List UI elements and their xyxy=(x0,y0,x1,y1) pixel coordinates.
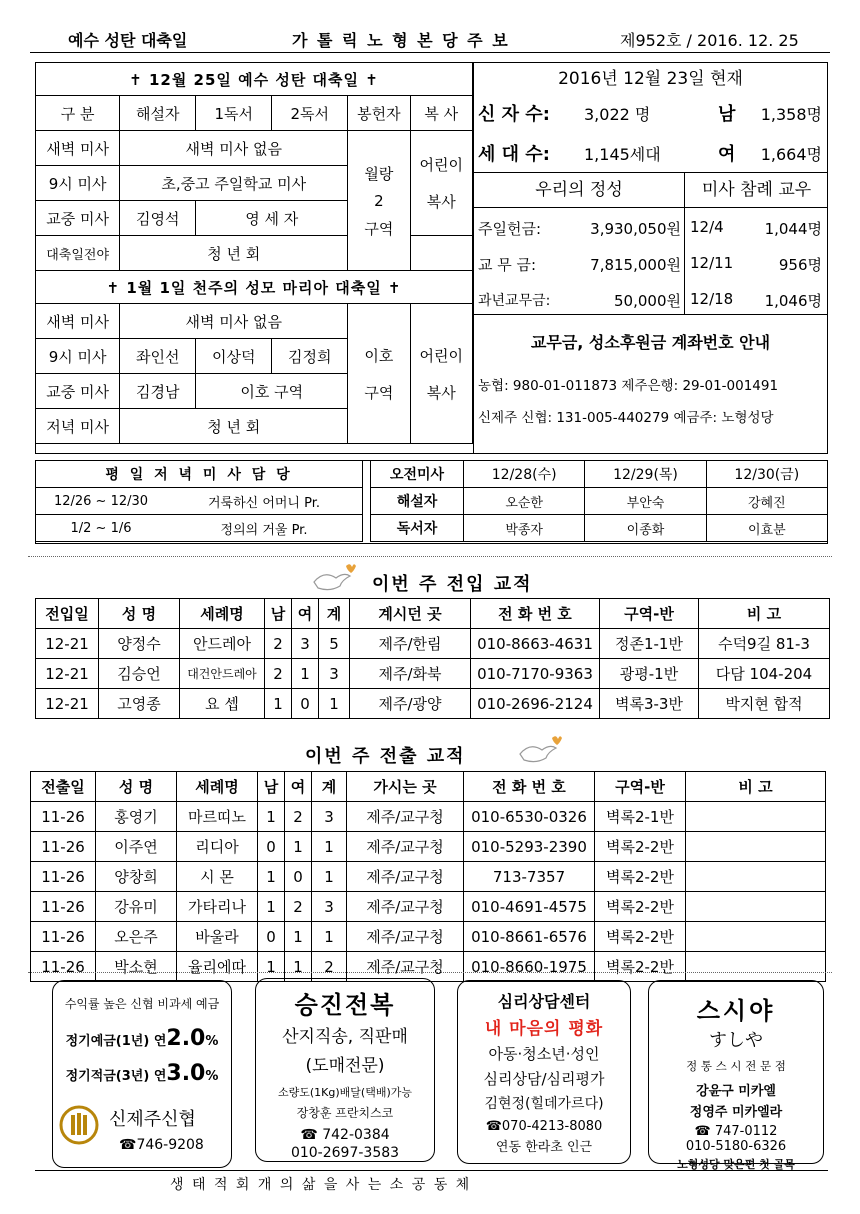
ad-counseling xyxy=(457,980,631,1164)
cell: 0 xyxy=(285,862,312,892)
ad-logo: 내 마음의 평화 xyxy=(484,1019,604,1039)
cell: 벽록2-2반 xyxy=(595,922,686,952)
cell: 3 xyxy=(312,892,347,922)
ad-rate-line: 정기적금(3년) 연3.0% xyxy=(65,1061,219,1086)
cell: 0 xyxy=(258,922,285,952)
cell: 3 xyxy=(292,629,319,659)
feast1-table xyxy=(35,62,473,444)
cell: 시 몬 xyxy=(177,862,258,892)
row-label: 대축일전야 xyxy=(36,236,120,271)
cell: 0 xyxy=(292,689,319,719)
cell: 1 xyxy=(258,952,285,982)
cell: 1 xyxy=(285,952,312,982)
row-cell: 김경남 xyxy=(120,374,196,409)
attendance-date: 12/4 xyxy=(690,218,724,236)
dotted-divider xyxy=(28,972,832,973)
morning-name: 강혜진 xyxy=(706,488,827,515)
cell: 정존1-1반 xyxy=(600,629,699,659)
cell: 11-26 xyxy=(31,892,96,922)
cell: 1 xyxy=(319,689,350,719)
cell: 010-2696-2124 xyxy=(471,689,600,719)
col-header: 세례명 xyxy=(180,599,265,629)
cell: 11-26 xyxy=(31,832,96,862)
evening-period: 12/26 ~ 12/30 xyxy=(36,488,167,515)
cell: 010-5293-2390 xyxy=(464,832,595,862)
ad-phone: ☎ 747-0112 xyxy=(694,1124,778,1139)
ad-text: 노형성당 맞은편 첫 골목 xyxy=(677,1158,795,1171)
cell: 713-7357 xyxy=(464,862,595,892)
row-cell: 이상덕 xyxy=(196,339,272,374)
header-rule xyxy=(30,52,830,53)
row-content: 청 년 회 xyxy=(120,409,348,444)
table-row xyxy=(31,802,826,832)
col-header: 비 고 xyxy=(686,772,826,802)
cell: 홍영기 xyxy=(96,802,177,832)
cell: 율리에따 xyxy=(177,952,258,982)
cell: 5 xyxy=(319,629,350,659)
transfer-in-table xyxy=(35,598,830,719)
server-group: 어린이 복사 xyxy=(410,131,472,236)
table-row xyxy=(36,629,830,659)
col-header: 계 xyxy=(312,772,347,802)
divider xyxy=(474,207,684,208)
morning-title: 오전미사 xyxy=(371,461,464,488)
cell xyxy=(686,892,826,922)
col-header: 여 xyxy=(292,599,319,629)
table-row xyxy=(31,832,826,862)
row-content: 청 년 회 xyxy=(120,236,348,271)
col-header: 세례명 xyxy=(177,772,258,802)
cell: 벽록2-2반 xyxy=(595,832,686,862)
cell: 1 xyxy=(258,802,285,832)
ad-text: 수익률 높은 신협 비과세 예금 xyxy=(64,997,220,1011)
cell: 양창희 xyxy=(96,862,177,892)
households-label: 세 대 수: xyxy=(478,144,550,165)
cell xyxy=(686,802,826,832)
cell: 벽록2-2반 xyxy=(595,952,686,982)
col-header: 전출일 xyxy=(31,772,96,802)
cell: 11-26 xyxy=(31,862,96,892)
ad-text: 연동 한라초 인근 xyxy=(495,1140,593,1155)
cell: 12-21 xyxy=(36,629,99,659)
cell: 고영종 xyxy=(99,689,180,719)
divider xyxy=(684,207,827,208)
col-header: 남 xyxy=(258,772,285,802)
morning-date: 12/28(수) xyxy=(464,461,585,488)
footer-motto: 생 태 적 회 개 의 삶 을 사 는 소 공 동 체 xyxy=(170,1177,472,1193)
evening-group: 거룩하신 어머니 Pr. xyxy=(166,488,363,515)
cell: 제주/교구청 xyxy=(347,862,464,892)
col-header: 복 사 xyxy=(410,96,472,131)
col-header: 성 명 xyxy=(99,599,180,629)
evening-period: 1/2 ~ 1/6 xyxy=(36,515,167,542)
attendance-count: 1,046명 xyxy=(764,292,822,310)
row-label: 새벽 미사 xyxy=(36,131,120,166)
divider xyxy=(684,172,685,314)
col-header: 여 xyxy=(285,772,312,802)
cell: 010-4691-4575 xyxy=(464,892,595,922)
attendance-date: 12/18 xyxy=(690,290,734,308)
morning-name: 이종화 xyxy=(585,515,706,542)
table-row xyxy=(31,922,826,952)
table-row xyxy=(31,952,826,982)
attendance-date: 12/11 xyxy=(690,254,734,272)
cell: 제주/교구청 xyxy=(347,802,464,832)
cell: 박소현 xyxy=(96,952,177,982)
cell: 2 xyxy=(265,659,292,689)
stats-panel xyxy=(473,62,828,454)
row-cell: 영 세 자 xyxy=(196,201,348,236)
cell: 제주/화북 xyxy=(350,659,471,689)
row-cell: 김정희 xyxy=(272,339,348,374)
cell: 제주/한림 xyxy=(350,629,471,659)
cell xyxy=(686,832,826,862)
ad-phone: ☎746-9208 xyxy=(119,1137,204,1153)
row-label: 저녁 미사 xyxy=(36,409,120,444)
row-label: 새벽 미사 xyxy=(36,304,120,339)
cell: 벽록2-2반 xyxy=(595,862,686,892)
morning-name: 부안숙 xyxy=(585,488,706,515)
morning-mass-table xyxy=(370,460,828,542)
cell: 010-7170-9363 xyxy=(471,659,600,689)
cell: 벽록2-2반 xyxy=(595,892,686,922)
cell: 010-6530-0326 xyxy=(464,802,595,832)
attendance-count: 956명 xyxy=(778,256,822,274)
cell: 박지현 합적 xyxy=(699,689,830,719)
server-group: 어린이 복사 xyxy=(410,304,472,444)
footer-rule xyxy=(35,1170,828,1171)
row-cell: 이호 구역 xyxy=(196,374,348,409)
offering-value: 50,000원 xyxy=(614,292,681,310)
cell: 이주연 xyxy=(96,832,177,862)
cell: 바울라 xyxy=(177,922,258,952)
offering-value: 7,815,000원 xyxy=(590,256,681,274)
cell: 11-26 xyxy=(31,922,96,952)
row-content: 초,중고 주일학교 미사 xyxy=(120,166,348,201)
cell: 제주/교구청 xyxy=(347,832,464,862)
cell: 벽록3-3반 xyxy=(600,689,699,719)
row-content: 새벽 미사 없음 xyxy=(120,131,348,166)
table-row xyxy=(36,659,830,689)
households-value: 1,145세대 xyxy=(584,145,661,164)
cell: 제주/교구청 xyxy=(347,952,464,982)
row-label: 9시 미사 xyxy=(36,339,120,374)
cell: 2 xyxy=(312,952,347,982)
ad-text: 정영주 미카엘라 xyxy=(689,1105,783,1120)
col-header: 가시는 곳 xyxy=(347,772,464,802)
col-header: 구역-반 xyxy=(595,772,686,802)
offering-value: 3,930,050원 xyxy=(590,220,681,238)
offering-title: 우리의 정성 xyxy=(535,180,623,200)
ad-text: 심리상담/심리평가 xyxy=(483,1070,605,1088)
believers-label: 신 자 수: xyxy=(478,104,550,125)
ad-text: 강윤구 미카엘 xyxy=(696,1084,776,1099)
col-header: 전입일 xyxy=(36,599,99,629)
believers-value: 3,022 명 xyxy=(584,105,651,124)
cell xyxy=(686,922,826,952)
morning-name: 박종자 xyxy=(464,515,585,542)
cell: 1 xyxy=(265,689,292,719)
ad-text: (도매전문) xyxy=(305,1056,385,1076)
table-row xyxy=(31,862,826,892)
cell: 010-8661-6576 xyxy=(464,922,595,952)
ad-text: 장창훈 프란치스코 xyxy=(296,1106,394,1120)
row-label: 교중 미사 xyxy=(36,374,120,409)
morning-role: 독서자 xyxy=(371,515,464,542)
female-value: 1,664명 xyxy=(760,145,822,164)
transfer-out-title: 이번 주 전출 교적 xyxy=(305,746,466,767)
col-header: 2독서 xyxy=(272,96,348,131)
cell: 1 xyxy=(285,922,312,952)
cell: 1 xyxy=(285,832,312,862)
row-label: 9시 미사 xyxy=(36,166,120,201)
cell: 제주/교구청 xyxy=(347,922,464,952)
col-header: 남 xyxy=(265,599,292,629)
table-row xyxy=(36,689,830,719)
cell: 12-21 xyxy=(36,659,99,689)
row-label: 교중 미사 xyxy=(36,201,120,236)
cell: 2 xyxy=(285,892,312,922)
cell: 제주/광양 xyxy=(350,689,471,719)
account-line: 신제주 신협: 131-005-440279 예금주: 노형성당 xyxy=(478,410,774,426)
col-header: 1독서 xyxy=(196,96,272,131)
row-cell: 좌인선 xyxy=(120,339,196,374)
divider xyxy=(474,172,827,173)
ad-rate-line: 정기예금(1년) 연2.0% xyxy=(65,1026,219,1051)
header-left: 예수 성탄 대축일 xyxy=(68,31,188,50)
row-content: 새벽 미사 없음 xyxy=(120,304,348,339)
cell: 강유미 xyxy=(96,892,177,922)
cell: 제주/교구청 xyxy=(347,892,464,922)
col-header: 계 xyxy=(319,599,350,629)
morning-date: 12/30(금) xyxy=(706,461,827,488)
divider xyxy=(474,314,827,315)
empty-cell xyxy=(410,236,472,271)
col-header: 구역-반 xyxy=(600,599,699,629)
ad-text: 산지직송, 직판매 xyxy=(282,1027,408,1047)
dove-icon xyxy=(516,734,562,766)
evening-group: 정의의 거울 Pr. xyxy=(166,515,363,542)
morning-name: 이효분 xyxy=(706,515,827,542)
cell: 11-26 xyxy=(31,802,96,832)
cell: 안드레아 xyxy=(180,629,265,659)
cell: 1 xyxy=(258,892,285,922)
evening-title: 평 일 저 녁 미 사 담 당 xyxy=(36,461,363,488)
cell: 1 xyxy=(292,659,319,689)
ad-text: 정 통 스 시 전 문 점 xyxy=(686,1059,786,1073)
cell xyxy=(686,862,826,892)
dotted-divider xyxy=(28,556,832,557)
ad-phone: ☎070-4213-8080 xyxy=(485,1119,603,1134)
header-center: 가 톨 릭 노 형 본 당 주 보 xyxy=(292,31,510,50)
row-cell: 김영석 xyxy=(120,201,196,236)
offering-label: 교 무 금: xyxy=(478,256,537,274)
transfer-out-table xyxy=(30,771,826,982)
cell: 0 xyxy=(258,832,285,862)
cell: 3 xyxy=(319,659,350,689)
account-line: 농협: 980-01-011873 제주은행: 29-01-001491 xyxy=(478,378,779,394)
ad-name: 신제주신협 xyxy=(109,1109,196,1130)
cell: 12-21 xyxy=(36,689,99,719)
cell: 수덕9길 81-3 xyxy=(699,629,830,659)
cell: 가타리나 xyxy=(177,892,258,922)
credit-union-logo-icon xyxy=(59,1105,99,1145)
offering-label: 과년교무금: xyxy=(478,293,551,309)
col-header: 해설자 xyxy=(120,96,196,131)
ad-phone: 010-5180-6326 xyxy=(685,1139,787,1154)
feast2-title: ✝ 1월 1일 천주의 성모 마리아 대축일 ✝ xyxy=(36,271,473,304)
ad-name: 스시야 xyxy=(696,997,776,1025)
cell: 010-8663-4631 xyxy=(471,629,600,659)
cell: 요 셉 xyxy=(180,689,265,719)
cell: 2 xyxy=(285,802,312,832)
col-header: 봉헌자 xyxy=(348,96,410,131)
cell: 010-8660-1975 xyxy=(464,952,595,982)
ad-sushi xyxy=(648,980,824,1171)
cell: 벽록2-1반 xyxy=(595,802,686,832)
stats-date: 2016년 12월 23일 현재 xyxy=(558,69,743,89)
col-header: 구 분 xyxy=(36,96,120,131)
ad-text: 소량도(1Kg)배달(택배)가능 xyxy=(278,1086,412,1099)
col-header: 계시던 곳 xyxy=(350,599,471,629)
cell: 1 xyxy=(312,862,347,892)
ad-text: すしや xyxy=(709,1030,763,1051)
cell: 3 xyxy=(312,802,347,832)
offering-label: 주일헌금: xyxy=(478,220,542,238)
ad-phone: ☎ 742-0384 xyxy=(300,1127,390,1143)
dove-icon xyxy=(310,562,356,594)
cell: 11-26 xyxy=(31,952,96,982)
cell: 대건안드레아 xyxy=(180,659,265,689)
account-title: 교무금, 성소후원금 계좌번호 안내 xyxy=(530,333,771,352)
feast1-title: ✝ 12월 25일 예수 성탄 대축일 ✝ xyxy=(36,63,473,96)
male-label: 남 xyxy=(718,104,736,125)
morning-name: 오순한 xyxy=(464,488,585,515)
col-header: 성 명 xyxy=(96,772,177,802)
morning-date: 12/29(목) xyxy=(585,461,706,488)
ad-text: 아동·청소년·성인 xyxy=(488,1045,600,1063)
cell: 광평-1반 xyxy=(600,659,699,689)
col-header: 전 화 번 호 xyxy=(464,772,595,802)
cell: 김승언 xyxy=(99,659,180,689)
cell: 양정수 xyxy=(99,629,180,659)
evening-mass-table xyxy=(35,460,363,542)
cell: 오은주 xyxy=(96,922,177,952)
ad-abalone xyxy=(255,978,435,1162)
cell: 마르띠노 xyxy=(177,802,258,832)
ad-name: 승진전복 xyxy=(294,991,396,1019)
cell: 1 xyxy=(312,832,347,862)
female-label: 여 xyxy=(718,144,736,165)
male-value: 1,358명 xyxy=(760,105,822,124)
col-header: 비 고 xyxy=(699,599,830,629)
ad-text: 김현정(힐데가르다) xyxy=(484,1096,604,1112)
cell: 다담 104-204 xyxy=(699,659,830,689)
offering-group: 이호 구역 xyxy=(348,304,410,444)
ad-title: 심리상담센터 xyxy=(497,992,591,1011)
cell: 1 xyxy=(312,922,347,952)
col-header: 전 화 번 호 xyxy=(471,599,600,629)
cell xyxy=(686,952,826,982)
transfer-in-title: 이번 주 전입 교적 xyxy=(372,574,533,595)
cell: 리디아 xyxy=(177,832,258,862)
attendance-title: 미사 참례 교우 xyxy=(701,180,812,200)
cell: 2 xyxy=(265,629,292,659)
table-row xyxy=(31,892,826,922)
ad-credit-union xyxy=(52,980,232,1168)
morning-role: 해설자 xyxy=(371,488,464,515)
attendance-count: 1,044명 xyxy=(764,220,822,238)
ad-phone: 010-2697-3583 xyxy=(290,1145,400,1161)
cell: 1 xyxy=(258,862,285,892)
offering-group: 월랑 2 구역 xyxy=(348,131,410,271)
header-right: 제952호 / 2016. 12. 25 xyxy=(620,31,799,50)
